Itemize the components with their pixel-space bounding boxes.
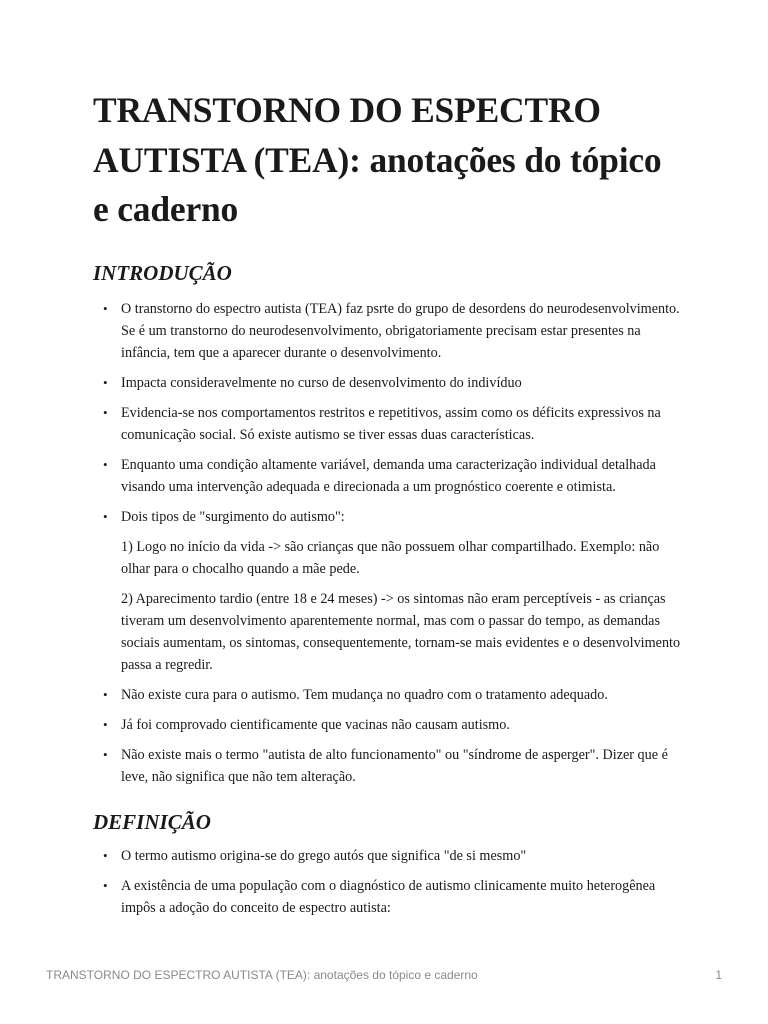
- list-item-text: Dois tipos de "surgimento do autismo":: [121, 509, 345, 526]
- list-item-text: Evidencia-se nos comportamentos restritos e repetitivos, assim como os déficits expressivos na comunicação social. Só existe autismo se tiver essas duas características.: [121, 405, 661, 444]
- list-item-text: Impacta consideravelmente no curso de desenvolvimento do indivíduo: [121, 375, 522, 392]
- bullet-icon: •: [103, 375, 108, 391]
- page-number: 1: [715, 968, 722, 982]
- bullet-icon: •: [103, 457, 108, 473]
- list-item: [93, 714, 683, 736]
- list-item: [93, 372, 683, 394]
- list-item: [93, 454, 683, 498]
- list-item: [93, 298, 683, 364]
- list-item: [93, 845, 683, 867]
- list-item-text: O transtorno do espectro autista (TEA) faz psrte do grupo de desordens do neurodesenvolvimento. Se é um transtorno do neurodesenvolvimento, obrigatoriamente precisam estar presentes na infância, tem que a aparecer durante o desenvolvimento.: [121, 301, 680, 362]
- list-item-text: A existência de uma população com o diagnóstico de autismo clinicamente muito heterogênea impôs a adoção do conceito de espectro autista:: [121, 878, 656, 917]
- list-item-text: Já foi comprovado cientificamente que vacinas não causam autismo.: [121, 717, 510, 734]
- definition-list: [93, 845, 683, 919]
- list-item: [93, 506, 683, 676]
- sub-paragraph: 2) Aparecimento tardio (entre 18 e 24 meses) -> os sintomas não eram perceptíveis - as crianças tiveram um desenvolvimento aparentemente normal, mas com o passar do tempo, as demandas sociais aumentam, os sintomas, consequentemente, tornam-se mais evidentes e o desenvolvimento passa a regredir.: [121, 591, 681, 674]
- bullet-icon: •: [103, 848, 108, 864]
- bullet-icon: •: [103, 717, 108, 733]
- list-item: [93, 402, 683, 446]
- bullet-icon: •: [103, 687, 108, 703]
- bullet-icon: •: [103, 509, 108, 525]
- sub-paragraph: 1) Logo no início da vida -> são crianças que não possuem olhar compartilhado. Exemplo: não olhar para o chocalho quando a mãe pede.: [121, 539, 660, 578]
- bullet-icon: •: [103, 301, 108, 317]
- bullet-icon: •: [103, 747, 108, 763]
- intro-list: [93, 298, 683, 788]
- bullet-icon: •: [103, 878, 108, 894]
- footer-title: TRANSTORNO DO ESPECTRO AUTISTA (TEA): anotações do tópico e caderno: [46, 968, 478, 982]
- document-page: [93, 86, 683, 919]
- bullet-icon: •: [103, 405, 108, 421]
- list-item-text: O termo autismo origina-se do grego autós que significa "de si mesmo": [121, 848, 527, 865]
- document-title: TRANSTORNO DO ESPECTRO AUTISTA (TEA): anotações do tópico e caderno: [93, 90, 662, 230]
- list-item: [93, 744, 683, 788]
- list-item: [93, 875, 683, 919]
- list-item: [93, 684, 683, 706]
- section-heading-definicao: DEFINIÇÃO: [93, 810, 211, 835]
- list-item-text: Não existe mais o termo "autista de alto funcionamento" ou "síndrome de asperger". Dizer que é leve, não significa que não tem alteração.: [121, 747, 668, 786]
- section-heading-introducao: INTRODUÇÃO: [93, 261, 232, 286]
- list-item-text: Enquanto uma condição altamente variável, demanda uma caracterização individual detalhada visando uma intervenção adequada e direcionada a um prognóstico coerente e otimista.: [121, 457, 656, 496]
- page-footer: [46, 968, 722, 982]
- list-item-text: Não existe cura para o autismo. Tem mudança no quadro com o tratamento adequado.: [121, 687, 608, 704]
